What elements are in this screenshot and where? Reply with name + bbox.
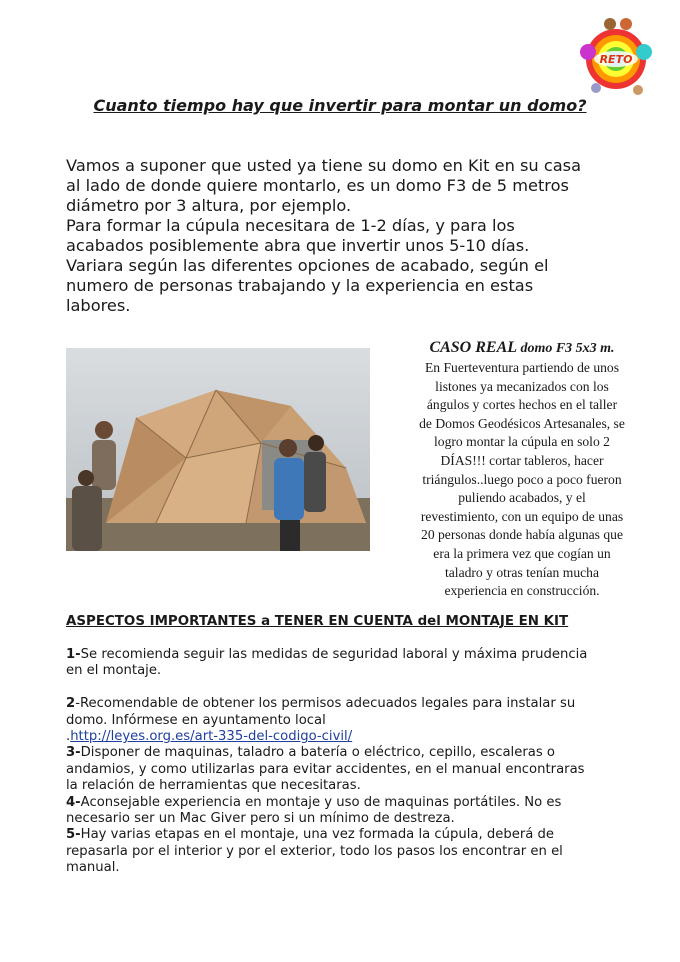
case-study-title bbox=[394, 338, 650, 359]
page-title: Cuanto tiempo hay que invertir para montar un domo? bbox=[93, 96, 587, 115]
item-number: 2 bbox=[66, 696, 76, 712]
reto-logo bbox=[566, 12, 666, 102]
item-text: -Recomendable de obtener los permisos adecuados legales para instalar su domo. Infórmese en ayuntamento local bbox=[66, 696, 576, 728]
list-item bbox=[66, 795, 626, 828]
list-item bbox=[66, 745, 626, 794]
civil-code-link[interactable]: http://leyes.org.es/art-335-del-codigo-civil/ bbox=[70, 729, 353, 745]
item-text: Disponer de maquinas, taladro a batería o eléctrico, cepillo, escaleras o andamios, y como utilizarlas para evitar accidentes, en el manual encontraras la relación de herramientas que necesitaras. bbox=[66, 745, 585, 794]
case-study bbox=[394, 338, 650, 601]
item-text: Aconsejable experiencia en montaje y uso de maquinas portátiles. No es necesario ser un Mac Giver pero si un mínimo de destreza. bbox=[66, 794, 562, 827]
case-study-title-main: CASO REAL bbox=[429, 339, 517, 356]
item-text: Hay varias etapas en el montaje, una vez formada la cúpula, deberá de repasarla por el interior y por el exterior, todo los pasos los encontrar en el manual. bbox=[66, 827, 563, 876]
list-item bbox=[66, 647, 626, 680]
aspects-list bbox=[66, 647, 626, 877]
logo-text: RETO bbox=[599, 53, 633, 66]
list-item bbox=[66, 827, 626, 876]
item-number: 5- bbox=[66, 827, 81, 843]
case-study-body: En Fuerteventura partiendo de unos listones ya mecanizados con los ángulos y cortes hechos en el taller de Domos Geodésicos Artesanales, se logro montar la cúpula en solo 2 DÍAS!!! cortar tableros, hacer triángulos..luego poco a poco fueron puliendo acabados, y el revestimiento, con un equipo de unas 20 personas donde había algunas que era la primera vez que cogían un taladro y otras tenían mucha experiencia en construcción. bbox=[419, 360, 625, 599]
item-text: Se recomienda seguir las medidas de seguridad laboral y máxima prudencia en el montaje. bbox=[66, 647, 588, 679]
intro-paragraph: Vamos a suponer que usted ya tiene su domo en Kit en su casa al lado de donde quiere montarlo, es un domo F3 de 5 metros diámetro por 3 altura, por ejemplo. Para formar la cúpula necesitara de 1-2 días, y para los acabados posiblemente abra que invertir unos 5-10 días. Variara según las diferentes opciones de acabado, según el numero de personas trabajando y la experiencia en estas labores. bbox=[66, 156, 581, 315]
item-number: 4- bbox=[66, 794, 81, 810]
list-item-link-line bbox=[66, 729, 626, 745]
item-number: 3- bbox=[66, 745, 81, 761]
link-prefix: . bbox=[66, 729, 71, 745]
dome-assembly-photo bbox=[66, 348, 370, 551]
list-item bbox=[66, 696, 626, 729]
item-number: 1- bbox=[66, 647, 81, 662]
case-study-title-sub: domo F3 5x3 m. bbox=[520, 341, 615, 356]
aspects-heading: ASPECTOS IMPORTANTES a TENER EN CUENTA del MONTAJE EN KIT bbox=[66, 614, 569, 629]
